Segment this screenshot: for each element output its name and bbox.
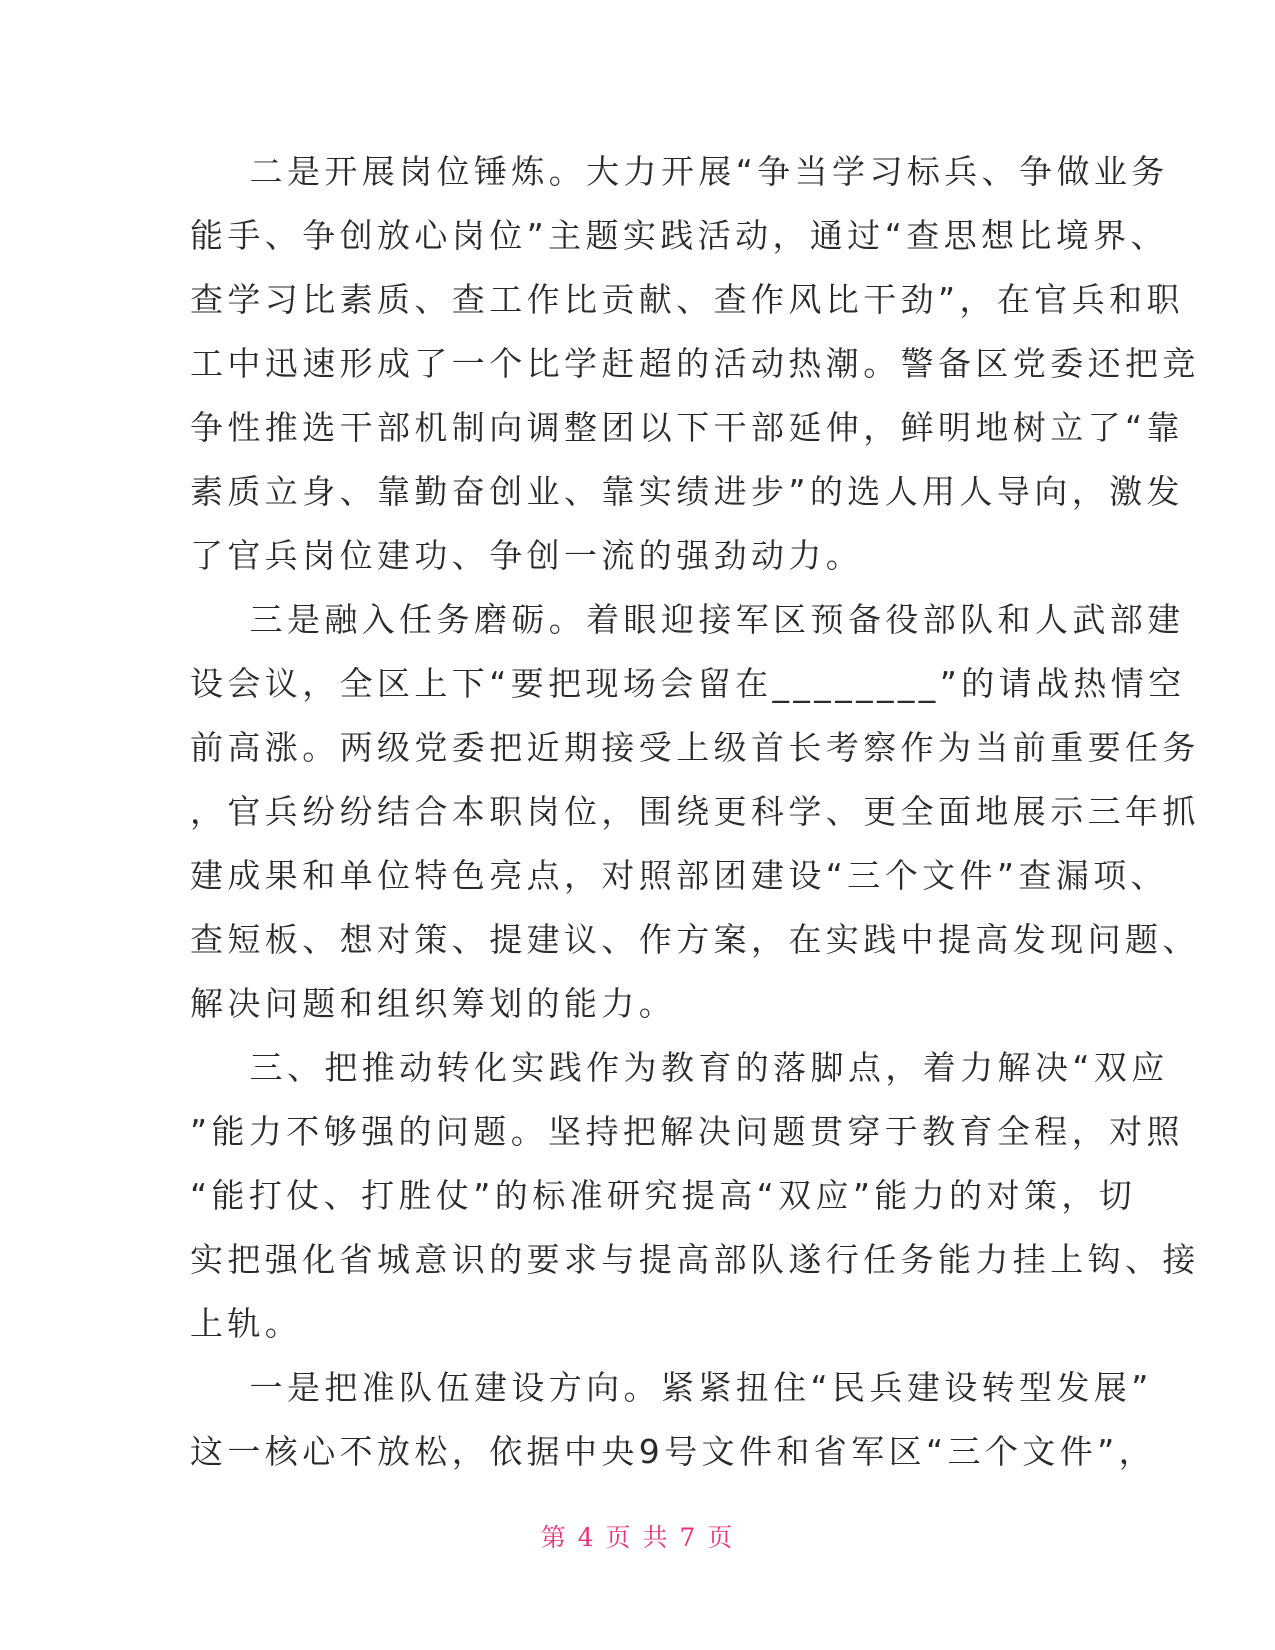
text-line: 了官兵岗位建功、争创一流的强劲动力。 [190,536,864,575]
text-line: 三、把推动转化实践作为教育的落脚点，着力解决“双应 [190,1048,1169,1087]
text-line: 三是融入任务磨砺。着眼迎接军区预备役部队和人武部建 [190,600,1185,639]
text-line: ，官兵纷纷结合本职岗位，围绕更科学、更全面地展示三年抓 [190,792,1200,831]
text-line: 素质立身、靠勤奋创业、靠实绩进步”的选人用人导向，激发 [190,472,1184,511]
text-line: 这一核心不放松，依据中央9号文件和省军区“三个文件”， [190,1432,1156,1471]
text-line: 设会议，全区上下“要把现场会留在________”的请战热情空 [190,664,1186,703]
text-line: 前高涨。两级党委把近期接受上级首长考察作为当前重要任务 [190,728,1200,767]
text-line: 工中迅速形成了一个比学赶超的活动热潮。警备区党委还把竞 [190,344,1200,383]
text-line: 一是把准队伍建设方向。紧紧扭住“民兵建设转型发展” [190,1368,1153,1407]
text-line: 能手、争创放心岗位”主题实践活动，通过“查思想比境界、 [190,216,1168,255]
text-line: 实把强化省城意识的要求与提高部队遂行任务能力挂上钩、接 [190,1240,1200,1279]
text-line: 上轨。 [190,1304,303,1343]
text-line: 建成果和单位特色亮点，对照部团建设“三个文件”查漏项、 [190,856,1168,895]
text-line: 查短板、想对策、提建议、作方案，在实践中提高发现问题、 [190,920,1200,959]
document-body [190,140,1200,1484]
text-line: 争性推选干部机制向调整团以下干部延伸，鲜明地树立了“靠 [190,408,1184,447]
text-line: ”能力不够强的问题。坚持把解决问题贯穿于教育全程，对照 [190,1112,1184,1151]
text-line: 解决问题和组织筹划的能力。 [190,984,677,1023]
text-line: 查学习比素质、查工作比贡献、查作风比干劲”，在官兵和职 [190,280,1184,319]
text-line: 二是开展岗位锤炼。大力开展“争当学习标兵、争做业务 [190,152,1169,191]
text-line: “能打仗、打胜仗”的标准研究提高“双应”能力的对策，切 [190,1176,1137,1215]
page-number-footer: 第 4 页 共 7 页 [540,1523,735,1552]
